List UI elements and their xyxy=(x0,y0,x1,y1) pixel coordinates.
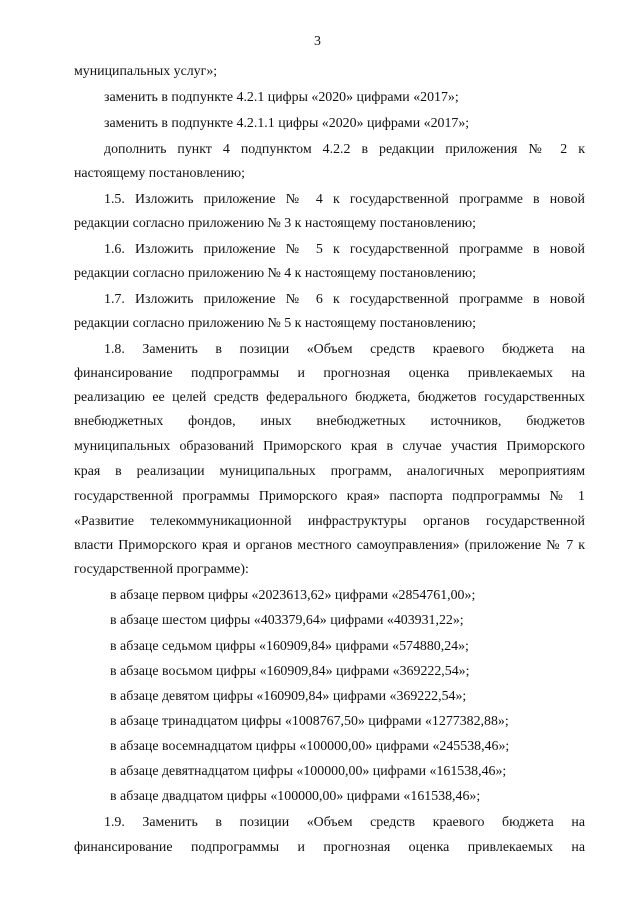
text-line: края в реализации муниципальных программ, аналогичных мероприятиям xyxy=(74,464,585,479)
text-line: в абзаце восемнадцатом цифры «100000,00» цифрами «245538,46»; xyxy=(110,739,510,754)
text-line: муниципальных услуг»; xyxy=(74,64,218,79)
text-line: заменить в подпункте 4.2.1 цифры «2020» цифрами «2017»; xyxy=(104,90,459,105)
text-line: 1.5. Изложить приложение № 4 к государственной программе в новой xyxy=(104,192,585,207)
text-line: 1.9. Заменить в позиции «Объем средств краевого бюджета на xyxy=(104,815,585,830)
text-line: настоящему постановлению; xyxy=(74,166,246,181)
text-line: 1.7. Изложить приложение № 6 к государственной программе в новой xyxy=(104,292,585,307)
text-line: 1.8. Заменить в позиции «Объем средств краевого бюджета на xyxy=(104,342,585,357)
text-line: государственной программе): xyxy=(74,562,249,577)
text-line: в абзаце двадцатом цифры «100000,00» цифрами «161538,46»; xyxy=(110,789,481,804)
text-line: в абзаце восьмом цифры «160909,84» цифрами «369222,54»; xyxy=(110,664,470,679)
text-line: реализацию ее целей средств федерального бюджета, бюджетов государственных xyxy=(74,390,585,405)
text-line: редакции согласно приложению № 4 к настоящему постановлению; xyxy=(74,266,476,281)
text-line: власти Приморского края и органов местного самоуправления» (приложение № 7 к xyxy=(74,538,585,553)
text-line: внебюджетных фондов, иных внебюджетных источников, бюджетов xyxy=(74,414,585,429)
text-line: заменить в подпункте 4.2.1.1 цифры «2020» цифрами «2017»; xyxy=(104,116,470,131)
text-line: финансирование подпрограммы и прогнозная оценка привлекаемых на xyxy=(74,840,585,855)
page-number: 3 xyxy=(314,34,321,49)
text-line: в абзаце седьмом цифры «160909,84» цифрами «574880,24»; xyxy=(110,639,469,654)
text-line: в абзаце шестом цифры «403379,64» цифрами «403931,22»; xyxy=(110,613,464,628)
text-line: редакции согласно приложению № 3 к настоящему постановлению; xyxy=(74,216,476,231)
text-line: дополнить пункт 4 подпунктом 4.2.2 в редакции приложения № 2 к xyxy=(104,142,585,157)
text-line: государственной программы Приморского края» паспорта подпрограммы № 1 xyxy=(74,489,585,504)
text-line: муниципальных образований Приморского края в случае участия Приморского xyxy=(74,439,585,454)
text-line: «Развитие телекоммуникационной инфраструктуры органов государственной xyxy=(74,514,585,529)
text-line: финансирование подпрограммы и прогнозная оценка привлекаемых на xyxy=(74,366,585,381)
text-line: в абзаце девятнадцатом цифры «100000,00» цифрами «161538,46»; xyxy=(110,764,507,779)
text-line: редакции согласно приложению № 5 к настоящему постановлению; xyxy=(74,316,476,331)
text-line: 1.6. Изложить приложение № 5 к государственной программе в новой xyxy=(104,242,585,257)
text-line: в абзаце девятом цифры «160909,84» цифрами «369222,54»; xyxy=(110,689,467,704)
text-line: в абзаце тринадцатом цифры «1008767,50» цифрами «1277382,88»; xyxy=(110,714,509,729)
text-line: в абзаце первом цифры «2023613,62» цифрами «2854761,00»; xyxy=(110,588,476,603)
